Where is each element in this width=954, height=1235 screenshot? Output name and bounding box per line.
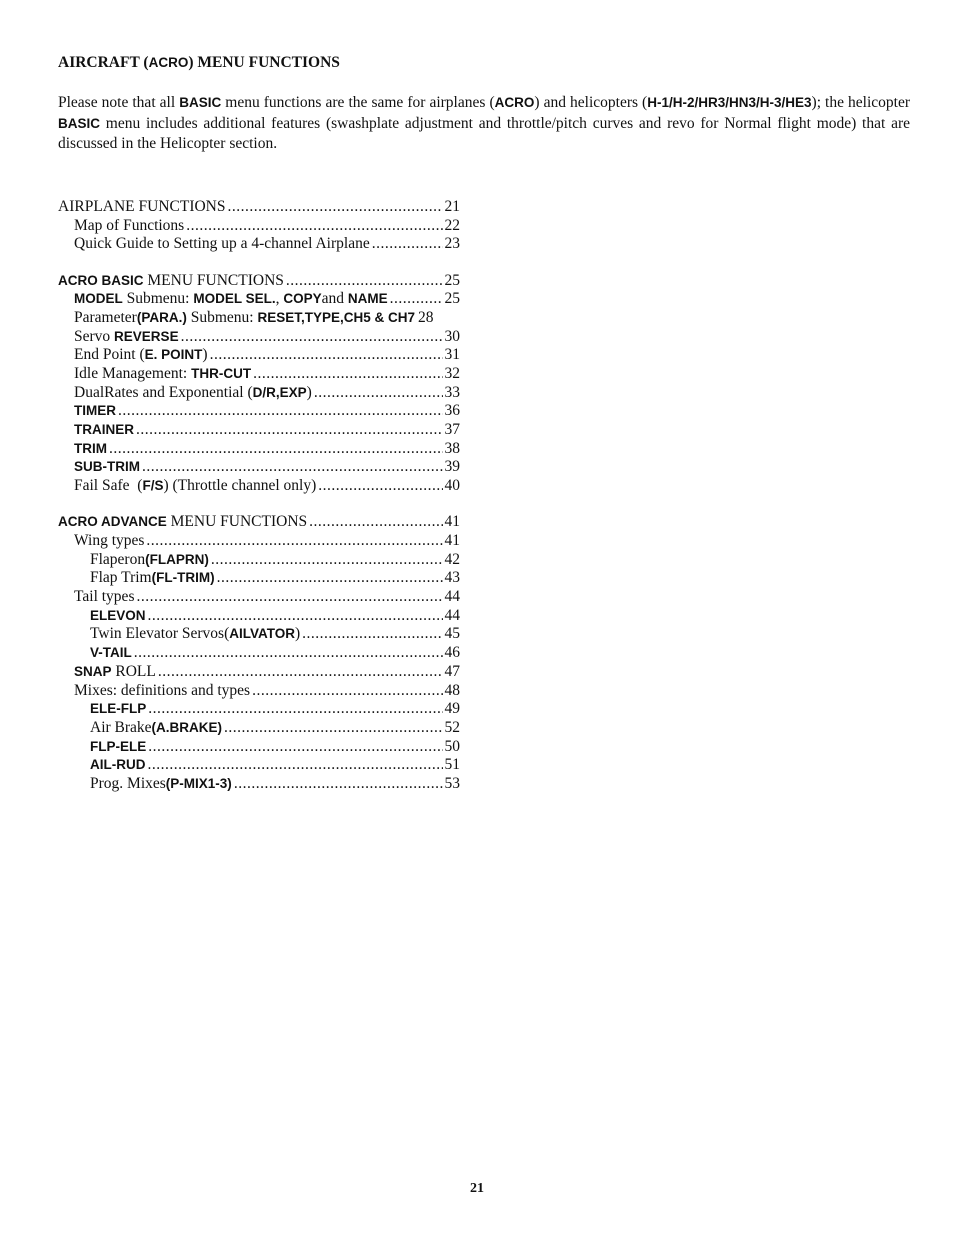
toc-entry-sub-trim[interactable]: SUB-TRIM ..... 39 [58,458,460,477]
toc-entry-trim[interactable]: TRIM ..... 38 [58,440,460,459]
intro-paragraph: Please note that all BASIC menu functions are the same for airplanes (ACRO) and helicopters (H-1/H-2/HR3/HN3/H-3/HE3); the helicopter BASIC menu includes additional features (swashplate adjustment and throttle/pitch curves and revo for Normal flight mode) that are discussed in the Helicopter section. [58,94,910,152]
toc-entry-ail-rud[interactable]: AIL-RUD ..... 51 [58,756,460,775]
toc-entry-quick-guide[interactable]: Quick Guide to Setting up a 4-channel Airplane ..... 23 [58,235,460,254]
page-number: 21 [444,198,460,215]
table-of-contents [58,198,460,794]
toc-entry-fail-safe[interactable]: Fail Safe (F/S) (Throttle channel only) ..... 40 [58,477,460,496]
toc-entry-trainer[interactable]: TRAINER ..... 37 [58,421,460,440]
toc-entry-flp-ele[interactable]: FLP-ELE ..... 50 [58,738,460,757]
toc-entry-acro-basic[interactable]: ACRO BASIC MENU FUNCTIONS ..... 25 [58,272,460,291]
toc-entry-parameter[interactable]: Parameter(PARA.) Submenu: RESET,TYPE,CH5 & CH7 28 [74,308,434,326]
toc-entry-v-tail[interactable]: V-TAIL ..... 46 [58,644,460,663]
toc-entry-wing-types[interactable]: Wing types ..... 41 [58,532,460,551]
toc-entry-model-submenu[interactable]: MODEL Submenu: MODEL SEL., COPYand NAME ..... 25 [58,290,460,309]
toc-entry-ele-flp[interactable]: ELE-FLP ..... 49 [58,700,460,719]
toc-entry-snap-roll[interactable]: SNAP ROLL ..... 47 [58,663,460,682]
toc-entry-servo-reverse[interactable]: Servo REVERSE ..... 30 [58,328,460,347]
toc-entry-air-brake[interactable]: Air Brake(A.BRAKE) ..... 52 [58,719,460,738]
toc-entry-airplane-functions[interactable]: AIRPLANE FUNCTIONS ..... 21 [58,198,460,217]
toc-entry-prog-mixes[interactable]: Prog. Mixes(P-MIX1-3) ..... 53 [58,775,460,794]
toc-entry-elevon[interactable]: ELEVON ..... 44 [58,607,460,626]
toc-entry-flaperon[interactable]: Flaperon(FLAPRN) ..... 42 [58,551,460,570]
toc-entry-end-point[interactable]: End Point (E. POINT) ..... 31 [58,346,460,365]
toc-entry-tail-types[interactable]: Tail types ..... 44 [58,588,460,607]
toc-entry-timer[interactable]: TIMER ..... 36 [58,402,460,421]
toc-entry-acro-advance[interactable]: ACRO ADVANCE MENU FUNCTIONS ..... 41 [58,513,460,532]
section-heading: AIRCRAFT (ACRO) MENU FUNCTIONS [58,54,340,71]
toc-entry-idle-management[interactable]: Idle Management: THR-CUT ..... 32 [58,365,460,384]
toc-entry-flap-trim[interactable]: Flap Trim(FL-TRIM) ..... 43 [58,569,460,588]
toc-entry-dualrates[interactable]: DualRates and Exponential (D/R,EXP) ..... 33 [58,384,460,403]
toc-entry-twin-elevator[interactable]: Twin Elevator Servos(AILVATOR) ..... 45 [58,625,460,644]
toc-entry-map-of-functions[interactable]: Map of Functions ..... 22 [58,217,460,236]
toc-entry-mixes[interactable]: Mixes: definitions and types ..... 48 [58,682,460,701]
page-footer-number: 21 [470,1181,484,1196]
